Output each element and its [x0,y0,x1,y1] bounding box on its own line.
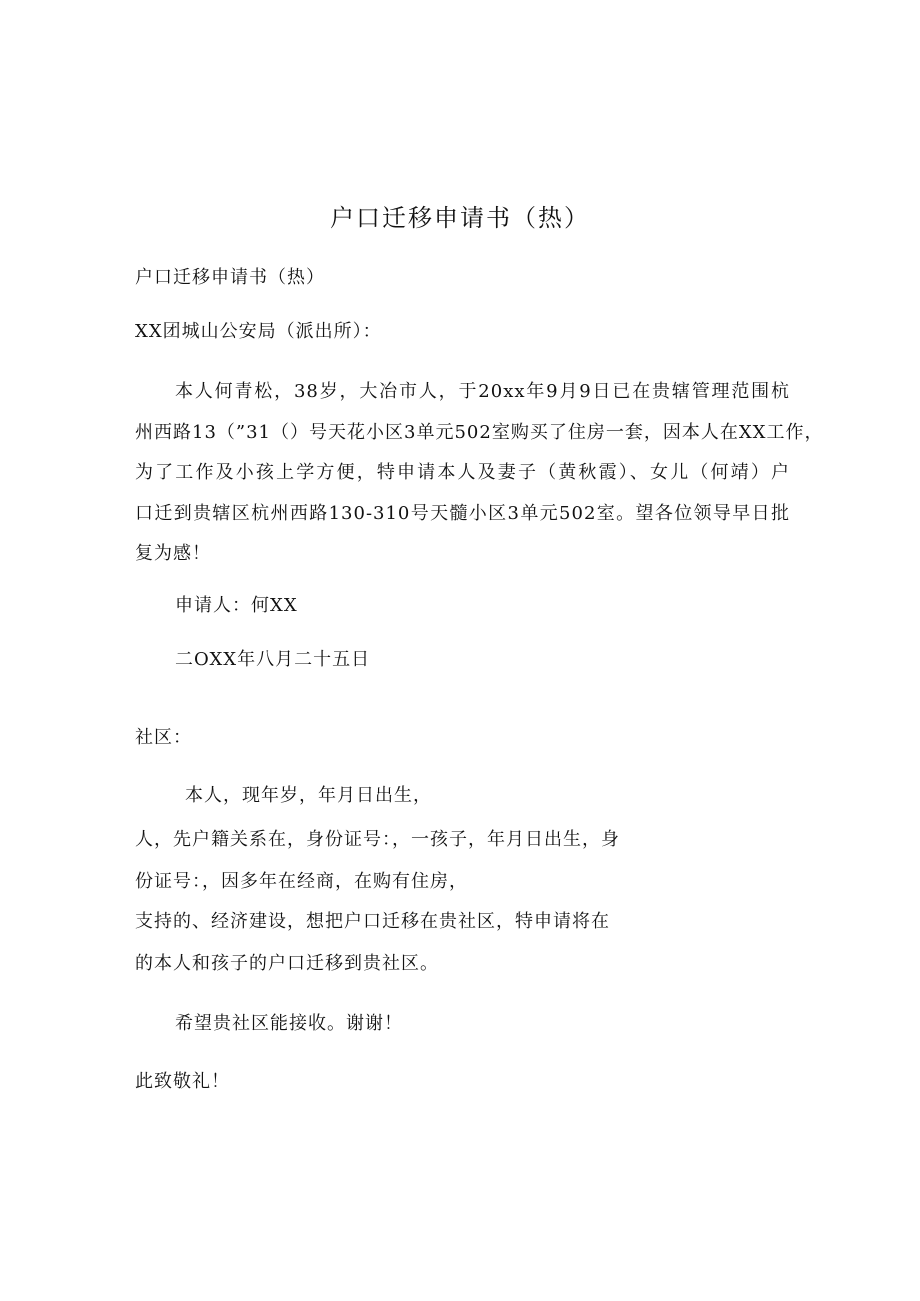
hope-line: 希望贵社区能接收。谢谢！ [175,1013,403,1034]
body-line: 为了工作及小孩上学方便，特申请本人及妻子（黄秋霞）、女儿（何靖）户 [135,462,790,483]
application-body [135,372,824,575]
date-line: 二OXX年八月二十五日 [175,649,371,670]
body-line: 口迁到贵辖区杭州西路130-310号天髓小区3单元502室。望各位领导早日批 [135,502,790,524]
community-body-line: 人，先户籍关系在，身份证号：，一孩子，年月日出生，身 [135,829,620,850]
community-body-line: 支持的、经济建设，想把户口迁移在贵社区，特申请将在 [135,911,610,932]
applicant-line: 申请人：何XX [175,595,298,616]
community-body-line: 的本人和孩子的户口迁移到贵社区。 [135,953,439,974]
closing-line: 此致敬礼！ [135,1071,230,1092]
recipient-line: XX团城山公安局（派出所）： [135,321,382,342]
document-subtitle: 户口迁移申请书（热） [135,267,325,288]
community-body-line: 本人，现年岁，年月日出生， [185,785,432,806]
community-salutation: 社区： [135,727,192,748]
body-line: 复为感！ [135,543,211,564]
body-line: 州西路13（”31（）号天花小区3单元502室购买了住房一套，因本人在XX工作， [135,421,824,443]
document-title: 户口迁移申请书（热） [330,204,590,232]
community-body-line: 份证号：，因多年在经商，在购有住房， [135,871,468,892]
body-line: 本人何青松，38岁，大冶市人，于20xx年9月9日已在贵辖管理范围杭 [175,381,790,402]
